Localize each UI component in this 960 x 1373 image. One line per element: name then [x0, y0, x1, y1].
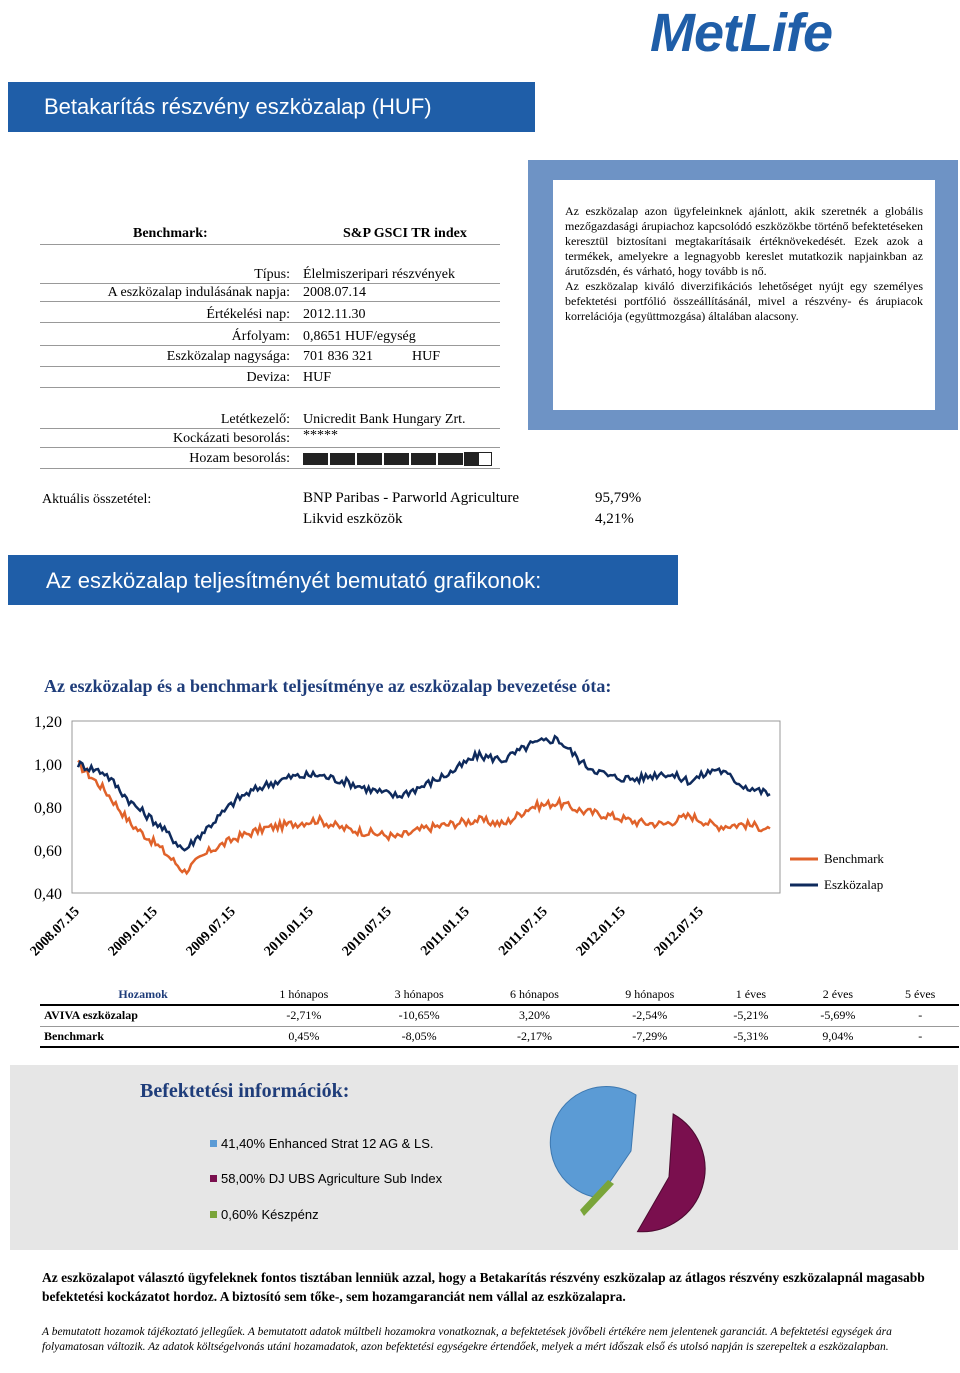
composition-label: Aktuális összetétel:	[42, 492, 152, 507]
legend-label: Eszközalap	[824, 877, 884, 892]
manager-value: Unicredit Bank Hungary Zrt.	[303, 412, 466, 427]
description-box	[553, 180, 935, 410]
table-row	[40, 1026, 959, 1047]
legend-label: 41,40% Enhanced Strat 12 AG & LS.	[221, 1136, 434, 1151]
yield-label: Hozam besorolás:	[189, 451, 290, 466]
allocation-pie-chart	[540, 1070, 740, 1250]
returns-header-cell: Hozamok	[40, 984, 246, 1005]
legend-swatch	[210, 1140, 217, 1147]
fund-size-currency: HUF	[412, 349, 441, 364]
x-tick-label: 2012.01.15	[573, 904, 629, 960]
start-date-label: A eszközalap indulásának napja:	[107, 285, 290, 300]
series-line-eszközalap	[78, 736, 770, 850]
table-cell: -8,05%	[401, 1028, 437, 1043]
risk-value: *****	[303, 428, 338, 443]
y-tick-label: 1,20	[34, 714, 62, 731]
valuation-date-label: Értékelési nap:	[206, 307, 290, 322]
investment-title: Befektetési információk:	[140, 1080, 350, 1102]
performance-section-header: Az eszközalap teljesítményét bemutató grafikonok:	[8, 555, 678, 605]
composition-item-2-pct: 4,21%	[595, 511, 634, 527]
x-tick-label: 2012.07.15	[651, 904, 707, 960]
returns-header-cell: 3 hónapos	[362, 984, 477, 1005]
fund-size-value: 701 836 321	[303, 349, 373, 364]
y-tick-label: 1,00	[34, 757, 62, 774]
table-cell: -5,21%	[733, 1008, 769, 1023]
yield-rating-boxes	[303, 453, 491, 465]
legend-item	[210, 1171, 442, 1186]
pie-slice-dj-ubs	[638, 1114, 706, 1232]
performance-chart	[0, 700, 960, 970]
valuation-date-value: 2012.11.30	[303, 307, 366, 322]
description-paragraph-1: Az eszközalap azon ügyfeleinknek ajánlott, akik szeretnék a globális mezőgazdasági árupiachoz kapcsolódó eszközökbe történő befektetéseken keresztül biztosítani megtakarításaik értéknövekedését. Ezek azok a termékek, amelyekre a legnagyobb kereslet mutatkozik napjainkban az árutőzsdén, és várható, hogy tovább is nő.	[565, 204, 923, 278]
table-cell: -	[918, 1028, 923, 1043]
returns-header-cell: 5 éves	[881, 984, 959, 1005]
table-cell: -5,69%	[820, 1008, 856, 1023]
composition-item-2-name: Likvid eszközök	[303, 511, 403, 527]
table-cell: -2,54%	[632, 1008, 668, 1023]
description-paragraph-2: Az eszközalap kiváló diverzifikációs lehetőséget nyújt egy személyes befektetési portfólió összeállításánál, mivel a részvény- és árupiacok korrelációja (együttmozgása) általában alacsony.	[565, 279, 923, 323]
legend-swatch	[210, 1211, 217, 1218]
pie-slice-enhanced-strat	[550, 1086, 636, 1198]
disclaimer: A bemutatott hozamok tájékoztató jellegűek. A bemutatott adatok múltbeli hozamokra vonatkoznak, a befektetések jövőbeli értékére nem jelentenek garanciát. A befektetési egységek ára folyamatosan változik. Az adatok költségelvonás utáni hozamadatok, azon befektetési egységekre értendőek, melyek a mért időszak első és utolsó napján is szerepeltek a eszközalapban.	[42, 1326, 892, 1353]
x-tick-label: 2010.07.15	[339, 904, 395, 960]
table-cell: -5,31%	[733, 1028, 769, 1043]
price-value: 0,8651 HUF/egység	[303, 329, 416, 344]
x-tick-label: 2009.07.15	[183, 904, 239, 960]
table-cell: 9,04%	[822, 1028, 854, 1043]
manager-label: Letétkezelő:	[220, 412, 290, 427]
chart-title: Az eszközalap és a benchmark teljesítménye az eszközalap bevezetése óta:	[44, 676, 612, 696]
start-date-value: 2008.07.14	[303, 285, 366, 300]
x-tick-label: 2008.07.15	[27, 904, 83, 960]
metlife-logo: MetLife	[650, 3, 832, 63]
legend-swatch	[210, 1175, 217, 1182]
table-cell: -2,71%	[286, 1008, 322, 1023]
x-tick-label: 2011.07.15	[496, 904, 551, 959]
y-tick-label: 0,40	[34, 886, 62, 903]
y-tick-label: 0,60	[34, 843, 62, 860]
benchmark-label: Benchmark:	[133, 226, 208, 241]
x-tick-label: 2011.01.15	[418, 904, 473, 959]
table-cell: -	[918, 1008, 923, 1023]
returns-header-cell: 1 éves	[707, 984, 794, 1005]
returns-header-cell: 1 hónapos	[246, 984, 361, 1005]
returns-table	[40, 984, 959, 1048]
legend-label: 58,00% DJ UBS Agriculture Sub Index	[221, 1171, 443, 1186]
currency-label: Deviza:	[246, 370, 290, 385]
benchmark-value: S&P GSCI TR index	[343, 226, 467, 241]
y-tick-label: 0,80	[34, 800, 62, 817]
risk-label: Kockázati besorolás:	[172, 431, 290, 446]
table-row	[40, 1005, 959, 1026]
x-tick-label: 2009.01.15	[105, 904, 161, 960]
returns-header-cell: 9 hónapos	[592, 984, 707, 1005]
table-cell: AVIVA eszközalap	[44, 1008, 138, 1023]
table-cell: -2,17%	[516, 1028, 552, 1043]
table-cell: -7,29%	[632, 1028, 668, 1043]
table-cell: Benchmark	[44, 1028, 104, 1043]
table-cell: 0,45%	[288, 1028, 320, 1043]
composition-item-1-name: BNP Paribas - Parworld Agriculture	[303, 490, 520, 506]
fund-size-label: Eszközalap nagysága:	[166, 349, 290, 364]
page-title: Betakarítás részvény eszközalap (HUF)	[8, 82, 535, 132]
returns-header-cell: 2 éves	[794, 984, 881, 1005]
type-label: Típus:	[254, 267, 290, 282]
legend-item	[210, 1136, 433, 1151]
composition-item-1-pct: 95,79%	[595, 490, 642, 506]
returns-header-row	[40, 984, 959, 1005]
table-cell: 3,20%	[518, 1008, 550, 1023]
price-label: Árfolyam:	[231, 329, 290, 344]
type-value: Élelmiszeripari részvények	[303, 267, 455, 282]
legend-label: 0,60% Készpénz	[221, 1207, 319, 1222]
legend-item	[210, 1207, 319, 1222]
table-cell: -10,65%	[398, 1008, 440, 1023]
risk-warning: Az eszközalapot választó ügyfeleknek fontos tisztában lenniük azzal, hogy a Betakarítás részvény eszközalap az átlagos részvény eszközalapnál magasabb befektetési kockázatot hordoz. A biztosító sem tőke-, sem hozamgaranciát nem vállal az eszközalapra.	[42, 1270, 925, 1304]
x-tick-label: 2010.01.15	[261, 904, 317, 960]
currency-value: HUF	[303, 370, 332, 385]
legend-label: Benchmark	[824, 851, 884, 866]
returns-header-cell: 6 hónapos	[477, 984, 592, 1005]
